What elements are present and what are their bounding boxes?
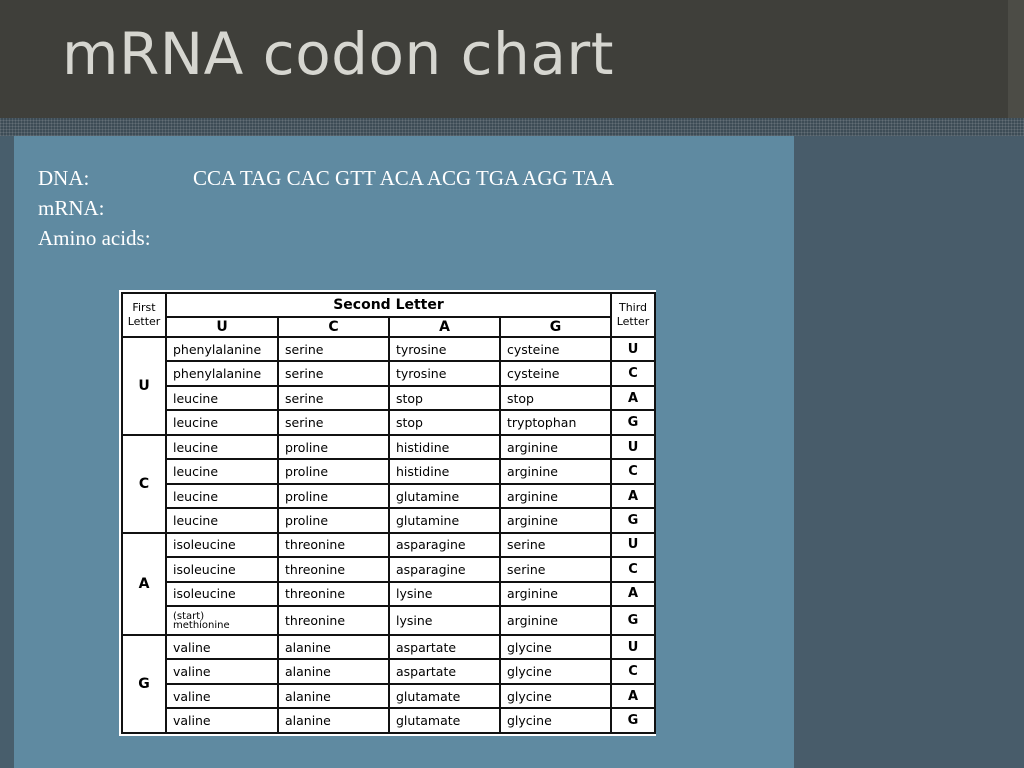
amino-acid-cell: glycine [500, 659, 611, 683]
table-row [122, 582, 655, 606]
third-letter-cell: G [611, 508, 655, 532]
second-letter-header: Second Letter [166, 293, 611, 317]
dna-sequence: CCA TAG CAC GTT ACA ACG TGA AGG TAA [193, 166, 614, 190]
table-row [122, 484, 655, 508]
third-letter-cell: C [611, 361, 655, 385]
amino-acid-cell: leucine [166, 386, 278, 410]
amino-acid-cell: lysine [389, 582, 500, 606]
amino-acid-cell: leucine [166, 484, 278, 508]
side-panel [794, 136, 1024, 768]
table-row [122, 361, 655, 385]
amino-acid-cell: arginine [500, 508, 611, 532]
third-letter-cell: C [611, 557, 655, 581]
amino-acid-cell: proline [278, 435, 389, 459]
amino-acid-cell: alanine [278, 684, 389, 708]
amino-acid-cell: serine [278, 410, 389, 434]
second-letter-a: A [389, 317, 500, 337]
amino-acid-cell: glutamate [389, 684, 500, 708]
table-row [122, 557, 655, 581]
decorative-stripe [0, 118, 1024, 136]
amino-acid-cell: cysteine [500, 361, 611, 385]
first-letter-cell: U [122, 337, 166, 435]
amino-acid-cell: alanine [278, 635, 389, 659]
table-row [122, 386, 655, 410]
slide-title: mRNA codon chart [62, 20, 614, 88]
title-bar-accent [1008, 0, 1024, 118]
amino-acid-cell: arginine [500, 459, 611, 483]
table-row [122, 635, 655, 659]
table-row [122, 459, 655, 483]
exercise-text [38, 163, 614, 253]
amino-acid-cell: alanine [278, 708, 389, 733]
codon-table [121, 292, 656, 734]
amino-acid-cell: glutamine [389, 484, 500, 508]
amino-acid-cell: histidine [389, 435, 500, 459]
amino-acid-cell: serine [278, 337, 389, 361]
amino-acid-cell: phenylalanine [166, 337, 278, 361]
amino-acid-cell: glycine [500, 635, 611, 659]
third-letter-cell: A [611, 582, 655, 606]
codon-table-container [119, 290, 656, 736]
amino-acid-cell: isoleucine [166, 557, 278, 581]
table-row [122, 533, 655, 557]
amino-acid-cell: leucine [166, 435, 278, 459]
amino-acid-cell: arginine [500, 484, 611, 508]
third-letter-header: Third Letter [611, 293, 655, 337]
amino-acid-cell: glycine [500, 684, 611, 708]
amino-acid-cell: asparagine [389, 557, 500, 581]
third-letter-cell: G [611, 410, 655, 434]
table-row [122, 410, 655, 434]
third-letter-cell: A [611, 684, 655, 708]
third-letter-cell: A [611, 386, 655, 410]
mrna-row [38, 193, 151, 223]
table-row [122, 684, 655, 708]
third-letter-cell: G [611, 708, 655, 733]
third-letter-cell: U [611, 533, 655, 557]
table-row [122, 508, 655, 532]
amino-acid-cell: glutamate [389, 708, 500, 733]
amino-acid-cell: threonine [278, 533, 389, 557]
third-letter-cell: C [611, 659, 655, 683]
amino-acid-cell: tyrosine [389, 361, 500, 385]
amino-acid-cell: threonine [278, 606, 389, 635]
amino-acid-cell: alanine [278, 659, 389, 683]
amino-acid-cell: valine [166, 635, 278, 659]
mrna-label: mRNA: [38, 196, 105, 220]
third-letter-cell: A [611, 484, 655, 508]
amino-acid-cell: leucine [166, 459, 278, 483]
header-row [122, 293, 655, 317]
amino-acid-cell: histidine [389, 459, 500, 483]
third-letter-cell: U [611, 435, 655, 459]
amino-acid-cell: serine [278, 361, 389, 385]
amino-acid-cell: lysine [389, 606, 500, 635]
amino-acid-cell: serine [500, 533, 611, 557]
amino-acids-row [38, 223, 151, 253]
amino-acid-cell: serine [278, 386, 389, 410]
first-letter-cell: G [122, 635, 166, 733]
second-letter-c: C [278, 317, 389, 337]
amino-acid-cell: (start) methionine [166, 606, 278, 635]
table-row [122, 606, 655, 635]
second-letter-u: U [166, 317, 278, 337]
amino-acid-cell: isoleucine [166, 582, 278, 606]
amino-acids-label: Amino acids: [38, 226, 151, 250]
amino-acid-cell: arginine [500, 435, 611, 459]
amino-acid-cell: arginine [500, 582, 611, 606]
amino-acid-cell: proline [278, 508, 389, 532]
amino-acid-cell: threonine [278, 557, 389, 581]
amino-acid-cell: stop [389, 410, 500, 434]
amino-acid-cell: proline [278, 459, 389, 483]
amino-acid-cell: proline [278, 484, 389, 508]
amino-acid-cell: valine [166, 708, 278, 733]
second-letter-row [122, 317, 655, 337]
amino-acid-cell: tryptophan [500, 410, 611, 434]
table-row [122, 337, 655, 361]
second-letter-g: G [500, 317, 611, 337]
amino-acid-cell: arginine [500, 606, 611, 635]
amino-acid-cell: valine [166, 684, 278, 708]
third-letter-cell: U [611, 337, 655, 361]
amino-acid-cell: asparagine [389, 533, 500, 557]
amino-acid-cell: leucine [166, 410, 278, 434]
amino-acid-cell: glutamine [389, 508, 500, 532]
amino-acid-cell: cysteine [500, 337, 611, 361]
third-letter-cell: U [611, 635, 655, 659]
amino-acid-cell: serine [500, 557, 611, 581]
amino-acid-cell: threonine [278, 582, 389, 606]
table-row [122, 659, 655, 683]
amino-acid-cell: glycine [500, 708, 611, 733]
table-row [122, 708, 655, 733]
amino-acid-cell: stop [500, 386, 611, 410]
amino-acid-cell: leucine [166, 508, 278, 532]
first-letter-header: First Letter [122, 293, 166, 337]
third-letter-cell: C [611, 459, 655, 483]
dna-row [38, 163, 614, 193]
amino-acid-cell: valine [166, 659, 278, 683]
amino-acid-cell: aspartate [389, 635, 500, 659]
table-row [122, 435, 655, 459]
first-letter-cell: A [122, 533, 166, 635]
amino-acid-cell: tyrosine [389, 337, 500, 361]
amino-acid-cell: phenylalanine [166, 361, 278, 385]
dna-label: DNA: [38, 166, 90, 190]
amino-acid-cell: stop [389, 386, 500, 410]
amino-acid-cell: aspartate [389, 659, 500, 683]
amino-acid-cell: isoleucine [166, 533, 278, 557]
third-letter-cell: G [611, 606, 655, 635]
first-letter-cell: C [122, 435, 166, 533]
